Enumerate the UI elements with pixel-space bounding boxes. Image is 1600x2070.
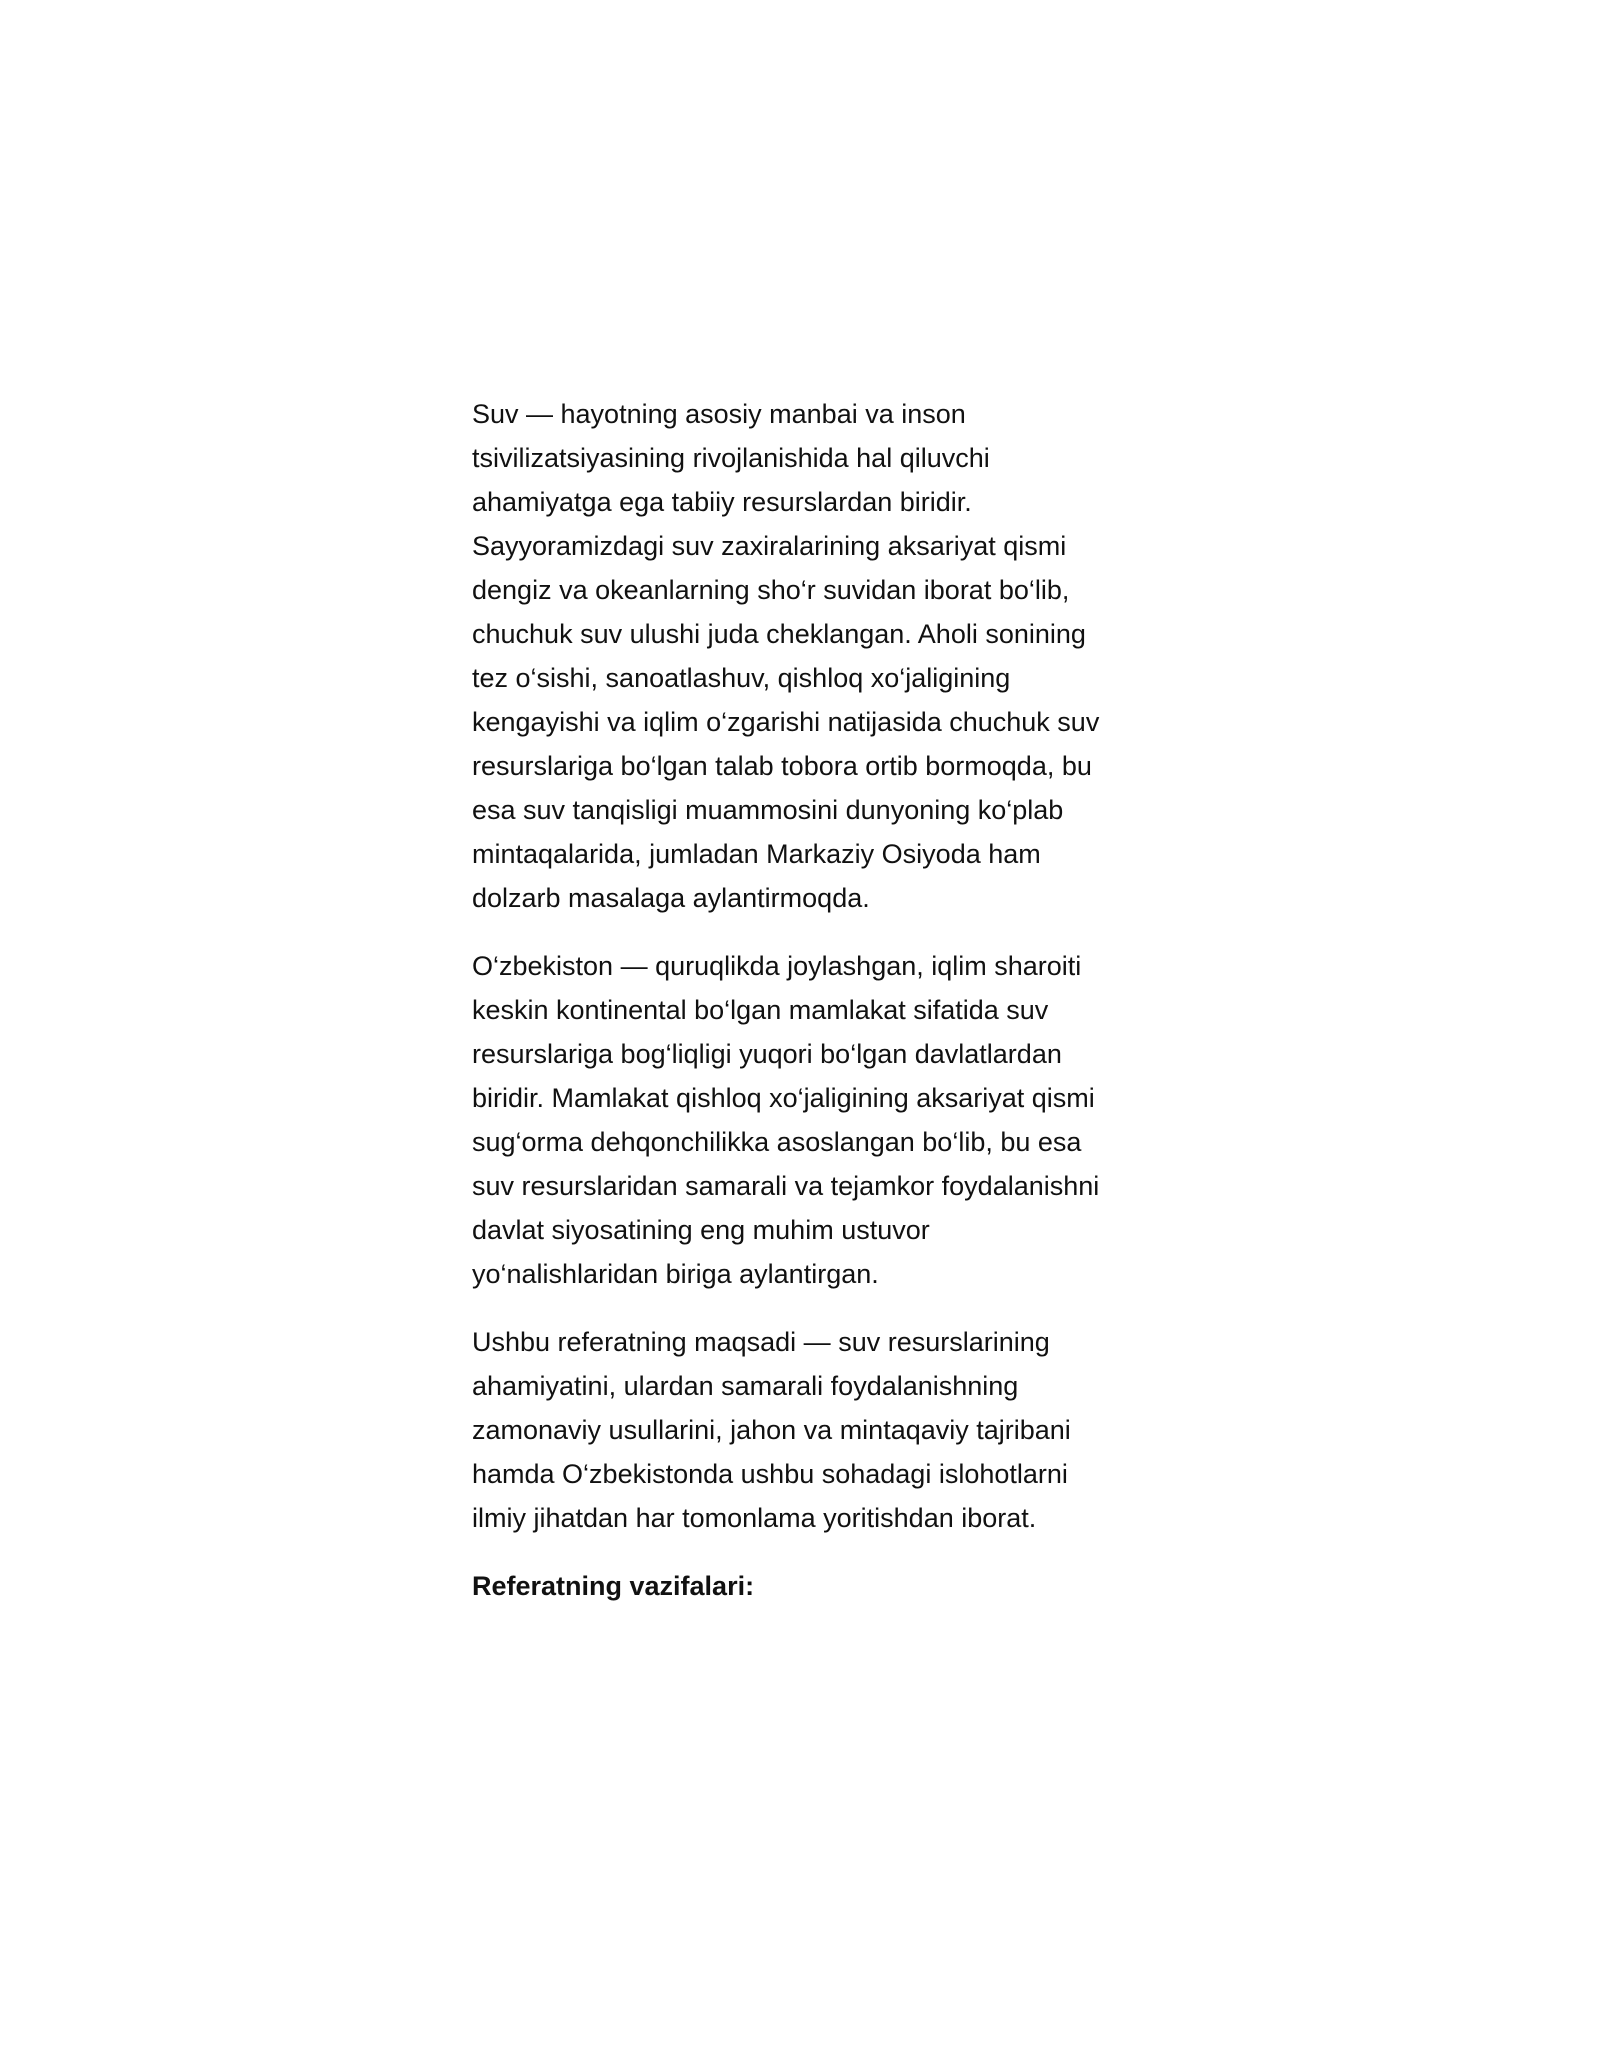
paragraph-purpose: Ushbu referatning maqsadi — suv resurslarining ahamiyatini, ulardan samarali foydalanishning zamonaviy usullarini, jahon va mintaqaviy tajribani hamda O‘zbekistonda ushbu sohadagi islohotlarni ilmiy jihatdan har tomonlama yoritishdan iborat. [472, 1327, 1071, 1533]
paragraph-intro: Suv — hayotning asosiy manbai va inson tsivilizatsiyasining rivojlanishida hal qiluvchi ahamiyatga ega tabiiy resurslardan biridir. Sayyoramizdagi suv zaxiralarining aksariyat qismi dengiz va okeanlarning sho‘r suvidan iborat bo‘lib, chuchuk suv ulushi juda cheklangan. Aholi sonining tez o‘sishi, sanoatlashuv, qishloq xo‘jaligining kengayishi va iqlim o‘zgarishi natijasida chuchuk suv resurslariga bo‘lgan talab tobora ortib bormoqda, bu esa suv tanqisligi muammosini dunyoning ko‘plab mintaqalarida, jumladan Markaziy Osiyoda ham dolzarb masalaga aylantirmoqda. [472, 399, 1100, 913]
document-body [472, 392, 1132, 1608]
section-heading-tasks: Referatning vazifalari: [472, 1571, 755, 1601]
paragraph-uzbekistan: O‘zbekiston — quruqlikda joylashgan, iqlim sharoiti keskin kontinental bo‘lgan mamlakat sifatida suv resurslariga bog‘liqligi yuqori bo‘lgan davlatlardan biridir. Mamlakat qishloq xo‘jaligining aksariyat qismi sug‘orma dehqonchilikka asoslangan bo‘lib, bu esa suv resurslaridan samarali va tejamkor foydalanishni davlat siyosatining eng muhim ustuvor yo‘nalishlaridan biriga aylantirgan. [472, 951, 1100, 1289]
